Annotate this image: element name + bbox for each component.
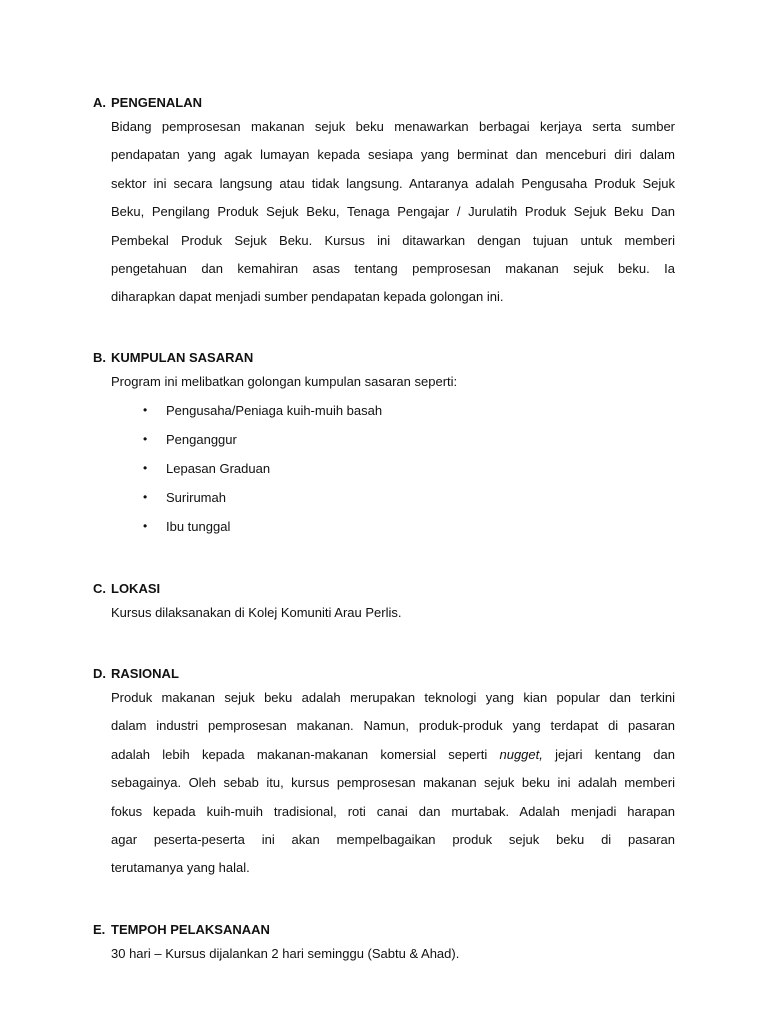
paragraph-line: agar peserta-peserta ini akan mempelbagaikan produk sejuk beku di pasaran	[111, 831, 675, 847]
list-item	[93, 483, 675, 512]
section-letter: A.	[93, 95, 106, 110]
section-paragraph	[111, 940, 675, 968]
section-heading	[93, 580, 675, 598]
section-letter: B.	[93, 350, 106, 365]
section-heading	[93, 349, 675, 367]
list-item-label: Penganggur	[166, 432, 237, 448]
section-heading	[93, 921, 675, 939]
section-kumpulan-sasaran	[93, 349, 675, 541]
section-tempoh-pelaksanaan	[93, 921, 675, 968]
paragraph-line: 30 hari – Kursus dijalankan 2 hari seminggu (Sabtu & Ahad).	[111, 946, 460, 961]
section-lokasi	[93, 580, 675, 627]
list-item	[93, 454, 675, 483]
paragraph-line: pendapatan yang agak lumayan kepada sesiapa yang berminat dan menceburi diri dalam	[111, 147, 675, 163]
line-text: jejari kentang dan	[555, 746, 675, 762]
section-heading	[93, 665, 675, 683]
paragraph-line: Pembekal Produk Sejuk Beku. Kursus ini ditawarkan dengan tujuan untuk memberi	[111, 232, 675, 248]
paragraph-line: dalam industri pemprosesan makanan. Namun, produk-produk yang terdapat di pasaran	[111, 718, 675, 734]
paragraph-line-mixed	[111, 741, 675, 769]
paragraph-line: Produk makanan sejuk beku adalah merupakan teknologi yang kian popular dan terkini	[111, 690, 675, 705]
bullet-icon: •	[143, 432, 148, 447]
section-title: TEMPOH PELAKSANAAN	[111, 922, 270, 937]
section-letter: C.	[93, 581, 106, 596]
section-pengenalan	[93, 94, 675, 312]
bullet-icon: •	[143, 490, 148, 505]
paragraph-line: sebagainya. Oleh sebab itu, kursus pemprosesan makanan sejuk beku ini adalah memberi	[111, 775, 675, 791]
bullet-icon: •	[143, 403, 148, 418]
section-title: KUMPULAN SASARAN	[111, 350, 254, 365]
target-group-list	[93, 396, 675, 541]
section-rasional	[93, 665, 675, 883]
list-item-label: Ibu tunggal	[166, 519, 231, 535]
section-paragraph	[111, 684, 675, 883]
list-item	[93, 512, 675, 541]
bullet-icon: •	[143, 461, 148, 476]
bullet-icon: •	[143, 519, 148, 534]
section-letter: D.	[93, 666, 106, 681]
paragraph-line: Beku, Pengilang Produk Sejuk Beku, Tenaga Pengajar / Jurulatih Produk Sejuk Beku Dan	[111, 204, 675, 220]
italic-term: nugget,	[499, 746, 543, 762]
paragraph-line: pengetahuan dan kemahiran asas tentang pemprosesan makanan sejuk beku. Ia	[111, 260, 675, 276]
list-item	[93, 425, 675, 454]
section-intro	[111, 368, 675, 396]
section-title: LOKASI	[111, 581, 161, 596]
paragraph-line: Program ini melibatkan golongan kumpulan sasaran seperti:	[111, 374, 458, 389]
paragraph-line: Kursus dilaksanakan di Kolej Komuniti Arau Perlis.	[111, 605, 402, 620]
paragraph-line: diharapkan dapat menjadi sumber pendapatan kepada golongan ini.	[111, 289, 504, 305]
section-title: PENGENALAN	[111, 95, 203, 110]
paragraph-line: sektor ini secara langsung atau tidak langsung. Antaranya adalah Pengusaha Produk Sejuk	[111, 175, 675, 191]
section-paragraph	[111, 599, 675, 627]
section-paragraph	[111, 113, 675, 312]
section-heading	[93, 94, 675, 112]
paragraph-line: fokus kepada kuih-muih tradisional, roti canai dan murtabak. Adalah menjadi harapan	[111, 803, 675, 819]
paragraph-line: Bidang pemprosesan makanan sejuk beku menawarkan berbagai kerjaya serta sumber	[111, 119, 675, 134]
list-item-label: Surirumah	[166, 490, 226, 506]
section-title: RASIONAL	[111, 666, 179, 681]
list-item-label: Pengusaha/Peniaga kuih-muih basah	[166, 403, 383, 419]
list-item-label: Lepasan Graduan	[166, 461, 271, 477]
list-item	[93, 396, 675, 425]
paragraph-line: terutamanya yang halal.	[111, 860, 250, 876]
section-letter: E.	[93, 922, 106, 937]
line-text: adalah lebih kepada makanan-makanan komersial seperti	[111, 746, 488, 762]
